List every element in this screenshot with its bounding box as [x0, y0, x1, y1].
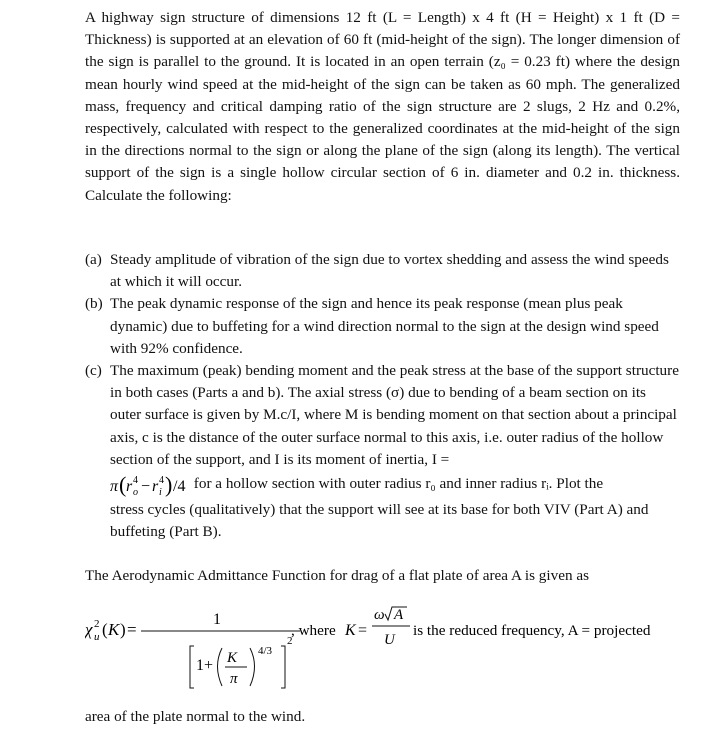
svg-text:(: (: [119, 471, 127, 497]
svg-text:=: =: [358, 622, 368, 639]
svg-text:r: r: [126, 477, 133, 495]
admittance-title: The Aerodynamic Admittance Function for drag of a flat plate of area A is given as: [85, 567, 589, 584]
k-over-pi-numerator: K: [227, 650, 238, 666]
moment-of-inertia-line: [110, 469, 680, 499]
question-c-text-after-formula: for a hollow section with outer radius r₀ and inner radius rᵢ. Plot the: [193, 475, 604, 493]
admittance-formula: [85, 602, 685, 697]
question-b-text: The peak dynamic response of the sign and hence its peak response (mean plus peak dynamic) due to buffeting for a wind direction normal to the sign at the design wind speed with 92% confidence.: [110, 295, 659, 357]
svg-text:): ): [120, 620, 126, 639]
problem-intro-paragraph: A highway sign structure of dimensions 12 ft (L = Length) x 4 ft (H = Height) x 1 ft (D = Thickness) is supported at an elevation of 60 ft (mid-height of the sign). The longer dimension of the sign is parallel to the ground. It is located in an open terrain (z₀ = 0.23 ft) where the design mean hourly wind speed at the mid-height of the sign can be taken as 60 mph. The generalized mass, frequency and critical damping ratio of the sign structure are 2 slugs, 2 Hz and 0.2%, respectively, calculated with respect to the generalized coordinates at the mid-height of the sign in the directions normal to the sign or along the plane of the sign (along its length). The vertical support of the sign is a single hollow circular section of 6 in. diameter and 0.2 in. thickness. Calculate the following:: [85, 9, 680, 204]
svg-text:o: o: [133, 486, 138, 498]
question-a-text: Steady amplitude of vibration of the sign due to vortex shedding and assess the wind speeds at which it will occur.: [110, 251, 669, 291]
svg-text:A: A: [394, 607, 404, 623]
svg-text:U: U: [384, 632, 395, 648]
moment-of-inertia-formula: [110, 472, 190, 498]
admittance-exponent-outer: 2: [287, 635, 293, 647]
question-c-label: (c): [85, 362, 102, 380]
svg-text:=: =: [127, 620, 137, 639]
svg-text:(: (: [102, 620, 108, 639]
svg-text:r: r: [152, 477, 159, 495]
svg-text:): ): [165, 471, 173, 497]
svg-text:π: π: [110, 477, 119, 495]
admittance-closing: area of the plate normal to the wind.: [85, 708, 306, 725]
svg-text:u: u: [94, 631, 100, 643]
question-b-label: (b): [85, 295, 103, 313]
admittance-where: , where: [291, 622, 336, 639]
svg-text:−: −: [141, 477, 151, 495]
question-b: [85, 293, 680, 360]
svg-text:/4: /4: [173, 477, 186, 495]
svg-text:K: K: [345, 622, 356, 639]
admittance-one-plus: 1+: [196, 657, 214, 674]
svg-text:ω: ω: [374, 607, 385, 623]
admittance-exponent-inner: 4/3: [258, 645, 273, 657]
svg-text:K: K: [108, 620, 120, 639]
svg-text:4: 4: [133, 474, 138, 486]
question-list: [85, 249, 680, 543]
question-a-label: (a): [85, 251, 102, 268]
question-a: [85, 249, 680, 293]
svg-text:χ: χ: [85, 620, 93, 639]
admittance-reduced-text: is the reduced frequency, A = projected: [413, 622, 651, 639]
svg-text:i: i: [159, 486, 162, 498]
k-over-pi-denominator: π: [230, 671, 238, 687]
svg-text:4: 4: [159, 474, 164, 486]
question-c-text-end: stress cycles (qualitatively) that the support will see at its base for both VIV (Part A) and buffeting (Part B).: [110, 501, 649, 541]
question-c-text: The maximum (peak) bending moment and the peak stress at the base of the support structure in both cases (Parts a and b). The axial stress (σ) due to bending of a beam section on its outer surface is given by M.c/I, where M is bending moment on that section about a principal axis, c is the distance of the outer surface normal to this axis, i.e. outer radius of the hollow section of the support, and I is its moment of inertia, I =: [110, 362, 679, 468]
svg-text:2: 2: [94, 618, 100, 630]
question-c: [85, 360, 680, 543]
admittance-numerator: 1: [213, 611, 221, 628]
